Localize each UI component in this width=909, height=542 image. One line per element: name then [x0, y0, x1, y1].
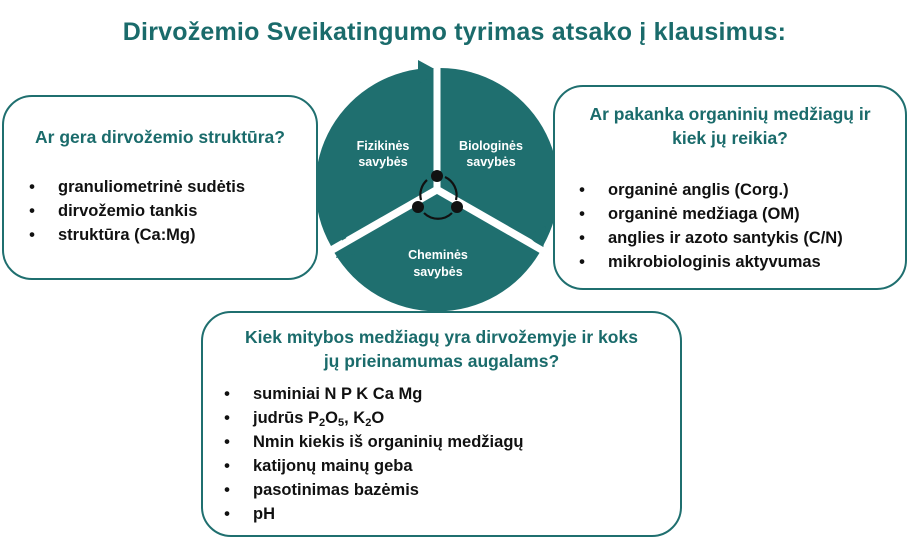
physical-list [22, 175, 245, 247]
biological-question: Ar pakanka organinių medžiagų ir kiek jų reikia? [589, 104, 871, 148]
list-item: • mikrobiologinis aktyvumas [579, 253, 821, 271]
segment-label-physical-2: savybės [358, 155, 408, 169]
segment-label-biological: Biologinės [459, 139, 523, 153]
list-item: • Nmin kiekis iš organinių medžiagų [224, 433, 524, 451]
segment-label-chemical: Cheminės [408, 248, 468, 262]
list-item: • katijonų mainų geba [224, 457, 413, 475]
biological-list [572, 178, 843, 274]
segment-label-biological-2: savybės [466, 155, 516, 169]
chemical-question: Kiek mitybos medžiagų yra dirvožemyje ir koks jų prieinamumas augalams? [245, 327, 638, 371]
list-item: • pH [224, 505, 275, 523]
chemical-list [217, 382, 523, 526]
biological-properties-box [553, 85, 907, 290]
list-item: • granuliometrinė sudėtis [29, 178, 246, 196]
list-item: • dirvožemio tankis [29, 202, 198, 220]
list-item: • anglies ir azoto santykis (C/N) [579, 229, 843, 247]
physical-question: Ar gera dirvožemio struktūra? [35, 127, 285, 147]
list-item: • suminiai N P K Ca Mg [224, 385, 423, 403]
list-item: • judrūs $P_2O_5$, $K_2O$ [224, 409, 385, 429]
list-item: • organinė anglis (Corg.) [579, 181, 789, 199]
chemical-properties-box [201, 311, 682, 537]
segment-label-chemical-2: savybės [413, 265, 463, 279]
list-item: • struktūra (Ca:Mg) [29, 226, 196, 244]
segment-label-physical: Fizikinės [356, 139, 410, 153]
list-item: • organinė medžiaga (OM) [579, 205, 800, 223]
physical-properties-box [2, 95, 318, 280]
list-item: • pasotinimas bazėmis [224, 481, 419, 499]
page-title: Dirvožemio Sveikatingumo tyrimas atsako į klausimus: [122, 18, 787, 46]
